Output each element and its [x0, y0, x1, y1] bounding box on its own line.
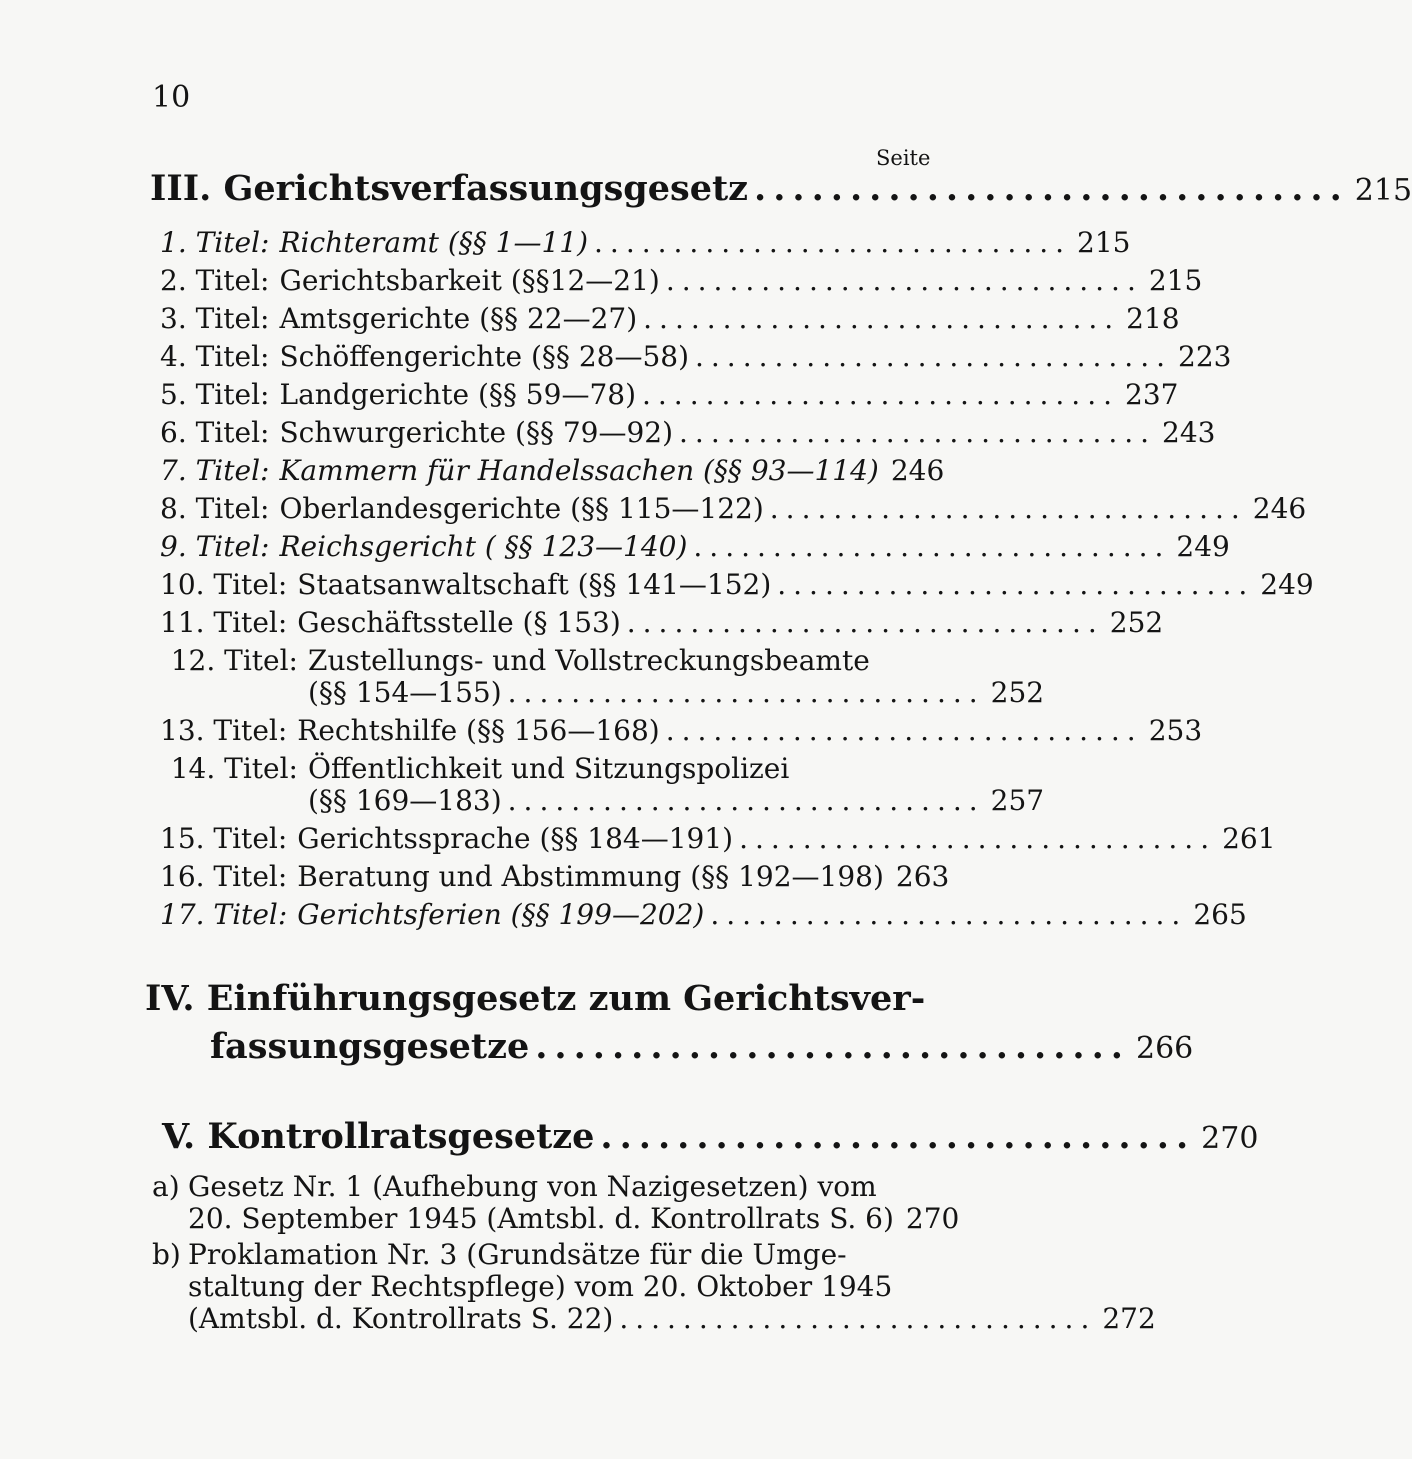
- item-b-line3: (Amtsbl. d. Kontrollrats S. 22) .............................. 272: [188, 1302, 1156, 1335]
- toc-entry-8: 8. Titel: Oberlandesgerichte (§§ 115—122) .............................. 246: [160, 492, 1307, 525]
- toc-entry-13: 13. Titel: Rechtshilfe (§§ 156—168) .............................. 253: [160, 714, 1203, 747]
- toc-entry-7: 7. Titel: Kammern für Handelssachen (§§ 93—114) 246: [160, 454, 945, 487]
- item-b-line2: staltung der Rechtspflege) vom 20. Oktober 1945: [188, 1270, 893, 1303]
- section-title: Gerichtsverfassungsgesetz: [223, 168, 749, 209]
- item-b-line1: b) Proklamation Nr. 3 (Grundsätze für die Umge-: [152, 1238, 847, 1271]
- toc-entry-12-line1: 12. Titel: Zustellungs- und Vollstreckungsbeamte: [170, 644, 870, 677]
- section-page: 215: [1354, 173, 1412, 208]
- section-v: V. Kontrollratsgesetze ............................... 270: [162, 1116, 1259, 1157]
- toc-entry-10: 10. Titel: Staatsanwaltschaft (§§ 141—152) .............................. 249: [160, 568, 1314, 601]
- page-number: 10: [152, 80, 191, 115]
- section-iv-line2: fassungsgesetze ............................... 266: [210, 1026, 1194, 1067]
- section-title: Kontrollratsgesetze: [207, 1116, 595, 1157]
- item-a-line2: 20. September 1945 (Amtsbl. d. Kontrollrats S. 6) 270: [188, 1202, 960, 1235]
- toc-entry-14-line2: (§§ 169—183) .............................. 257: [308, 784, 1045, 817]
- leader-dots: ...............................: [754, 168, 1349, 209]
- section-numeral: V.: [162, 1116, 196, 1157]
- section-iii: [150, 168, 1412, 209]
- toc-entry-1: 1. Titel: Richteramt (§§ 1—11) .............................. 215: [160, 226, 1131, 259]
- toc-entry-14-line1: 14. Titel: Öffentlichkeit und Sitzungspolizei: [170, 752, 790, 785]
- toc-entry-5: 5. Titel: Landgerichte (§§ 59—78) .............................. 237: [160, 378, 1179, 411]
- toc-entry-3: 3. Titel: Amtsgerichte (§§ 22—27) .............................. 218: [160, 302, 1180, 335]
- section-numeral: IV.: [145, 978, 195, 1019]
- toc-entry-9: 9. Titel: Reichsgericht ( §§ 123—140) .............................. 249: [160, 530, 1230, 563]
- section-numeral: III.: [150, 168, 212, 209]
- toc-entry-12-line2: (§§ 154—155) .............................. 252: [308, 676, 1045, 709]
- toc-entry-4: 4. Titel: Schöffengerichte (§§ 28—58) .............................. 223: [160, 340, 1232, 373]
- section-title: Einführungsgesetz zum Gerichtsver-: [206, 978, 926, 1019]
- section-iv-line1: [145, 978, 925, 1019]
- section-page: 270: [1201, 1121, 1259, 1156]
- section-page: 266: [1136, 1031, 1194, 1066]
- toc-entry-11: 11. Titel: Geschäftsstelle (§ 153) .............................. 252: [160, 606, 1164, 639]
- seite-column-label: Seite: [876, 146, 931, 170]
- toc-entry-17: 17. Titel: Gerichtsferien (§§ 199—202) .............................. 265: [160, 898, 1247, 931]
- toc-entry-6: 6. Titel: Schwurgerichte (§§ 79—92) .............................. 243: [160, 416, 1216, 449]
- item-a-line1: a) Gesetz Nr. 1 (Aufhebung von Nazigesetzen) vom: [152, 1170, 877, 1203]
- toc-entry-2: 2. Titel: Gerichtsbarkeit (§§12—21) .............................. 215: [160, 264, 1203, 297]
- toc-entry-16: 16. Titel: Beratung und Abstimmung (§§ 192—198) 263: [160, 860, 950, 893]
- toc-entry-15: 15. Titel: Gerichtssprache (§§ 184—191) .............................. 261: [160, 822, 1276, 855]
